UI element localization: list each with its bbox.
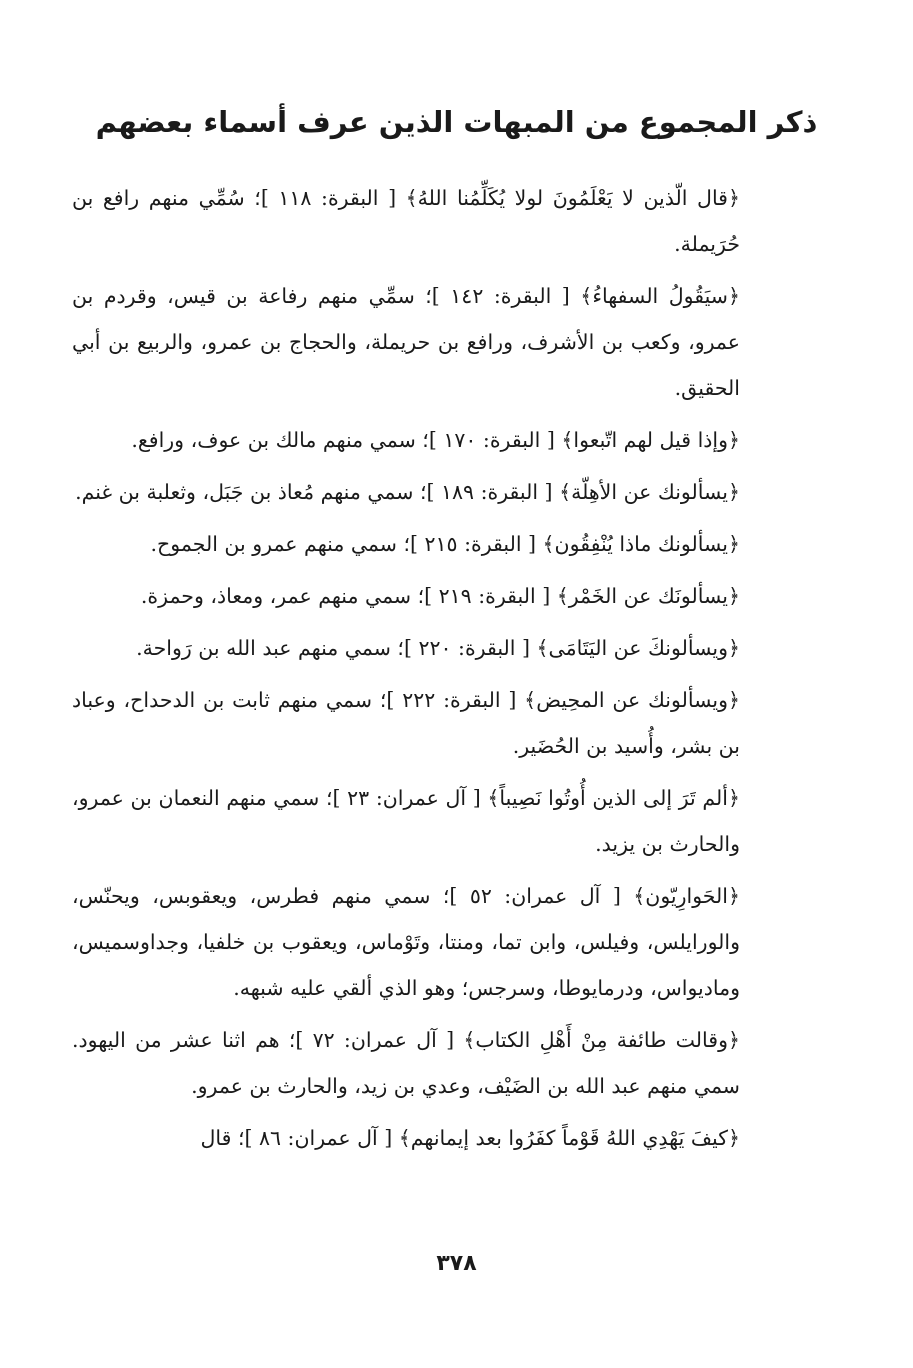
paragraph: ﴿سيَقُولُ السفهاءُ﴾ [ البقرة: ١٤٢ ]؛ سمِّي منهم رفاعة بن قيس، وقردم بن عمرو، وكعب بن الأشرف، ورافع بن حريملة، والحجاج بن عمرو، والربيع بن أبي الحقيق.	[72, 284, 740, 400]
paragraph: ﴿ويسألونكَ عن اليَتَامَى﴾ [ البقرة: ٢٢٠ ]؛ سمي منهم عبد الله بن رَواحة.	[136, 636, 740, 660]
page-title: ذكر المجموع من المبهات الذين عرف أسماء بعضهم	[95, 105, 818, 139]
paragraph: ﴿يسألونَك عن الخَمْر﴾ [ البقرة: ٢١٩ ]؛ سمي منهم عمر، ومعاذ، وحمزة.	[140, 584, 740, 608]
paragraph: ﴿ألم تَرَ إلى الذين أُوتُوا نَصِيباً﴾ [ آل عمران: ٢٣ ]؛ سمي منهم النعمان بن عمرو، والحارث بن يزيد.	[72, 786, 740, 856]
paragraph: ﴿وإذا قيل لهم اتّبعوا﴾ [ البقرة: ١٧٠ ]؛ سمي منهم مالك بن عوف، ورافع.	[131, 428, 740, 452]
page-number: ٣٧٨	[436, 1251, 477, 1276]
paragraph: ﴿وقالت طائفة مِنْ أَهْلِ الكتاب﴾ [ آل عمران: ٧٢ ]؛ هم اثنا عشر من اليهود. سمي منهم عبد الله بن الضَيْف، وعدي بن زيد، والحارث بن عمرو.	[72, 1028, 740, 1098]
paragraph: ﴿ويسألونك عن المحِيض﴾ [ البقرة: ٢٢٢ ]؛ سمي منهم ثابت بن الدحداح، وعباد بن بشر، وأُسيد بن الحُضَير.	[72, 688, 740, 758]
paragraph: ﴿يسألونك ماذا يُنْفِقُون﴾ [ البقرة: ٢١٥ ]؛ سمي منهم عمرو بن الجموح.	[150, 532, 740, 556]
main-text	[72, 175, 740, 1167]
paragraph: ﴿قال الّذين لا يَعْلَمُونَ لولا يُكَلِّمُنا اللهُ﴾ [ البقرة: ١١٨ ]؛ سُمِّي منهم رافع بن حُرَيملة.	[72, 186, 740, 256]
paragraph: ﴿كيفَ يَهْدِي اللهُ قَوْماً كفَرُوا بعد إيمانهم﴾ [ آل عمران: ٨٦ ]؛ قال	[200, 1126, 740, 1150]
paragraph: ﴿الحَوارِيّون﴾ [ آل عمران: ٥٢ ]؛ سمي منهم فطرس، ويعقوبس، ويحنّس، والورايلس، وفيلس، وابن تما، ومنتا، وتَوْماس، ويعقوب بن خلفيا، وجداوسميس، وماديواس، ودرمايوطا، وسرجس؛ وهو الذي ألقي عليه شبهه.	[72, 884, 740, 1000]
paragraph: ﴿يسألونك عن الأهِلّة﴾ [ البقرة: ١٨٩ ]؛ سمي منهم مُعاذ بن جَبَل، وثعلبة بن غنم.	[75, 480, 740, 504]
